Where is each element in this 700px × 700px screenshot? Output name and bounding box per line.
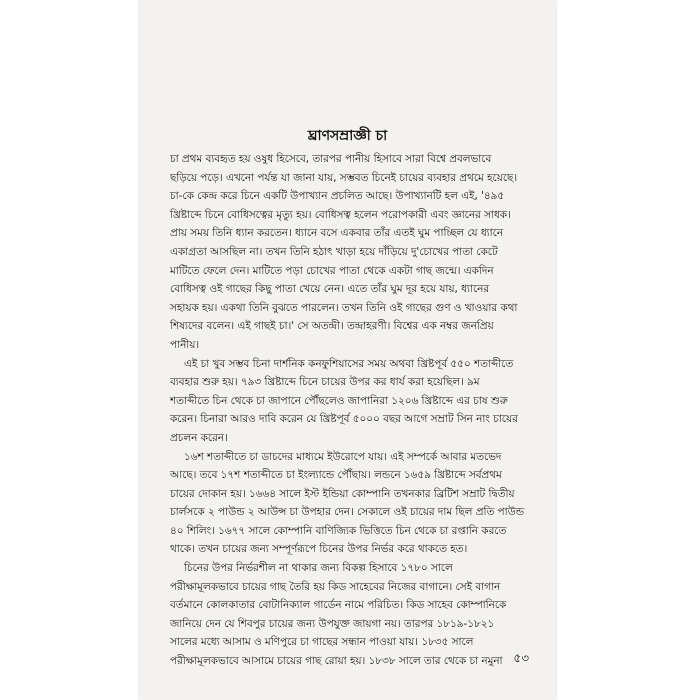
- text-line: বোধিসত্ব ওই গাছের কিছু পাতা খেয়ে নেন। এতে তাঁর ঘুম দূর হয়ে যায়, ধ্যানের: [170, 283, 490, 296]
- text-line: পরীক্ষামূলকভাবে চায়ের গাছ তৈরি হয় কিড সাহেবের নিজের বাগানে। সেই বাগান: [170, 580, 501, 593]
- text-line: চিনের উপর নির্ভরশীল না থাকার জন্য বিকল্প হিসাবে ১৭৮০ সালে: [184, 562, 453, 575]
- text-line: ব্যবহার শুরু হয়। ৭৯৩ খ্রিষ্টাব্দে চিনে চায়ের উপর কর ধার্য করা হয়েছিল। ৯ম: [170, 376, 480, 389]
- text-line: চার্লসকে ২ পাউন্ড ২ আউন্স চা উপহার দেন। সেকালে ওই চায়ের দাম ছিল প্রতি পাউন্ড: [170, 506, 525, 519]
- text-line: আছে। তবে ১৭শ শতাব্দীতে চা ইংল্যান্ডে পৌঁছায়। লন্ডনে ১৬৫৯ খ্রিষ্টাব্দে সর্বপ্রথম: [170, 469, 502, 482]
- text-line: করেন। চিনারা আরও দাবি করেন যে খ্রিষ্টপূর্ব ৫০০০ বছর আগে সম্রাট সিন নাং চায়ের: [170, 413, 518, 426]
- paragraph-1: [170, 150, 526, 355]
- text-line: প্রচলন করেন।: [170, 431, 228, 444]
- text-line: শতাব্দীতে চিন থেকে চা জাপানে পৌঁছলেও জাপানিরা ১২০৬ খ্রিষ্টাব্দে এর চাষ শুরু: [170, 394, 508, 407]
- text-line: এই চা খুব সম্ভব চিনা দার্শনিক কনফুশিয়াসের সময় অথবা খ্রিষ্টপূর্ব ৫৫০ শতাব্দীতে: [184, 357, 514, 370]
- text-line: চা-কে কেন্দ্র করে চিনে একটি উপাখ্যান প্রচলিত আছে। উপাখ্যানটি হল এই, '৪৯৫: [170, 190, 505, 203]
- text-line: ছড়িয়ে পড়ে। এখনো পর্যন্ত যা জানা যায়, সম্ভবত চিনেই চায়ের ব্যবহার প্রথমে হয়েছে।: [170, 171, 518, 184]
- text-line: পানীয়।: [170, 338, 200, 351]
- text-line: ৪০ শিলিং। ১৬৭৭ সালে কোম্পানি বাণিজ্যিক ভিত্তিতে চিন থেকে চা রপ্তানি করতে: [170, 524, 507, 537]
- text-line: মাটিতে ফেলে দেন। মাটিতে পড়া চোখের পাতা থেকে একটা গাছ জন্মে। একদিন: [170, 264, 494, 277]
- paragraph-3: [170, 448, 526, 560]
- text-line: শিষ্যদের বলেন। এই গাছই চা।' সে অতন্দ্রী। তন্দ্রাহরণী। বিশ্বের এক নম্বর জনপ্রিয়: [170, 320, 494, 333]
- text-line: বর্তমানে কোলকাতার বোটানিক্যাল গার্ডেন নামে পরিচিত। কিড সাহেব কোম্পানিকে: [170, 599, 507, 612]
- paragraph-2: [170, 355, 526, 448]
- page-number: ৫৩: [513, 651, 529, 665]
- chapter-body: [170, 150, 526, 671]
- paragraph-4: [170, 559, 526, 671]
- text-line: পরীক্ষামূলকভাবে আসামে চায়ের গাছ রোয়া হয়। ১৮৩৮ সালে তার থেকে চা নমুনা: [170, 655, 503, 668]
- text-line: জানিয়ে দেন যে শিবপুর চায়ের জন্য উপযুক্ত জায়গা নয়। তারপর ১৮১৯-১৮২১: [170, 617, 495, 630]
- text-line: খ্রিষ্টাব্দে চিনে বোধিসত্বের মৃত্যু হয়। বোধিসত্ব হলেন পরোপকারী এবং জ্ঞানের সাধক।: [170, 208, 511, 221]
- text-line: ১৬শ শতাব্দীতে চা ডাচদের মাধ্যমে ইউরোপে যায়। এই সম্পর্কে আবার মতভেদ: [184, 450, 502, 463]
- book-page: [140, 0, 555, 700]
- chapter-title: ঘ্রাণসম্রাজ্ঞী চা: [307, 128, 388, 144]
- text-line: একাগ্রতা আসছিল না। তখন তিনি হঠাৎ খাড়া হয়ে দাঁড়িয়ে দু'চোখের পাতা কেটে: [170, 245, 498, 258]
- text-line: চায়ের দোকান হয়। ১৬৬৪ সালে ইস্ট ইন্ডিয়া কোম্পানি তখনকার ব্রিটিশ সম্রাট দ্বিতীয়: [170, 487, 515, 500]
- text-line: সালের মধ্যে আসাম ও মণিপুরে চা গাছের সন্ধান পাওয়া যায়। ১৮৩৫ সালে: [170, 636, 474, 649]
- text-line: চা প্রথম ব্যবহৃত হয় ওষুধ হিসেবে, তারপর পানীয় হিসাবে সারা বিশ্বে প্রবলভাবে: [170, 153, 492, 165]
- text-line: প্রায় সময় তিনি ধ্যান করতেন। ধ্যানে বসে একবার তাঁর এতই ঘুম পাচ্ছিল যে ধ্যানে: [170, 227, 504, 240]
- text-line: সহায়ক হয়। একথা তিনি বুঝতে পারলেন। তখন তিনি ওই গাছের গুণ ও খাওয়ার কথা: [170, 301, 518, 314]
- text-line: থাকে। তখন চায়ের জন্য সম্পূর্ণরূপে চিনের উপর নির্ভর করে থাকতে হত।: [170, 543, 468, 556]
